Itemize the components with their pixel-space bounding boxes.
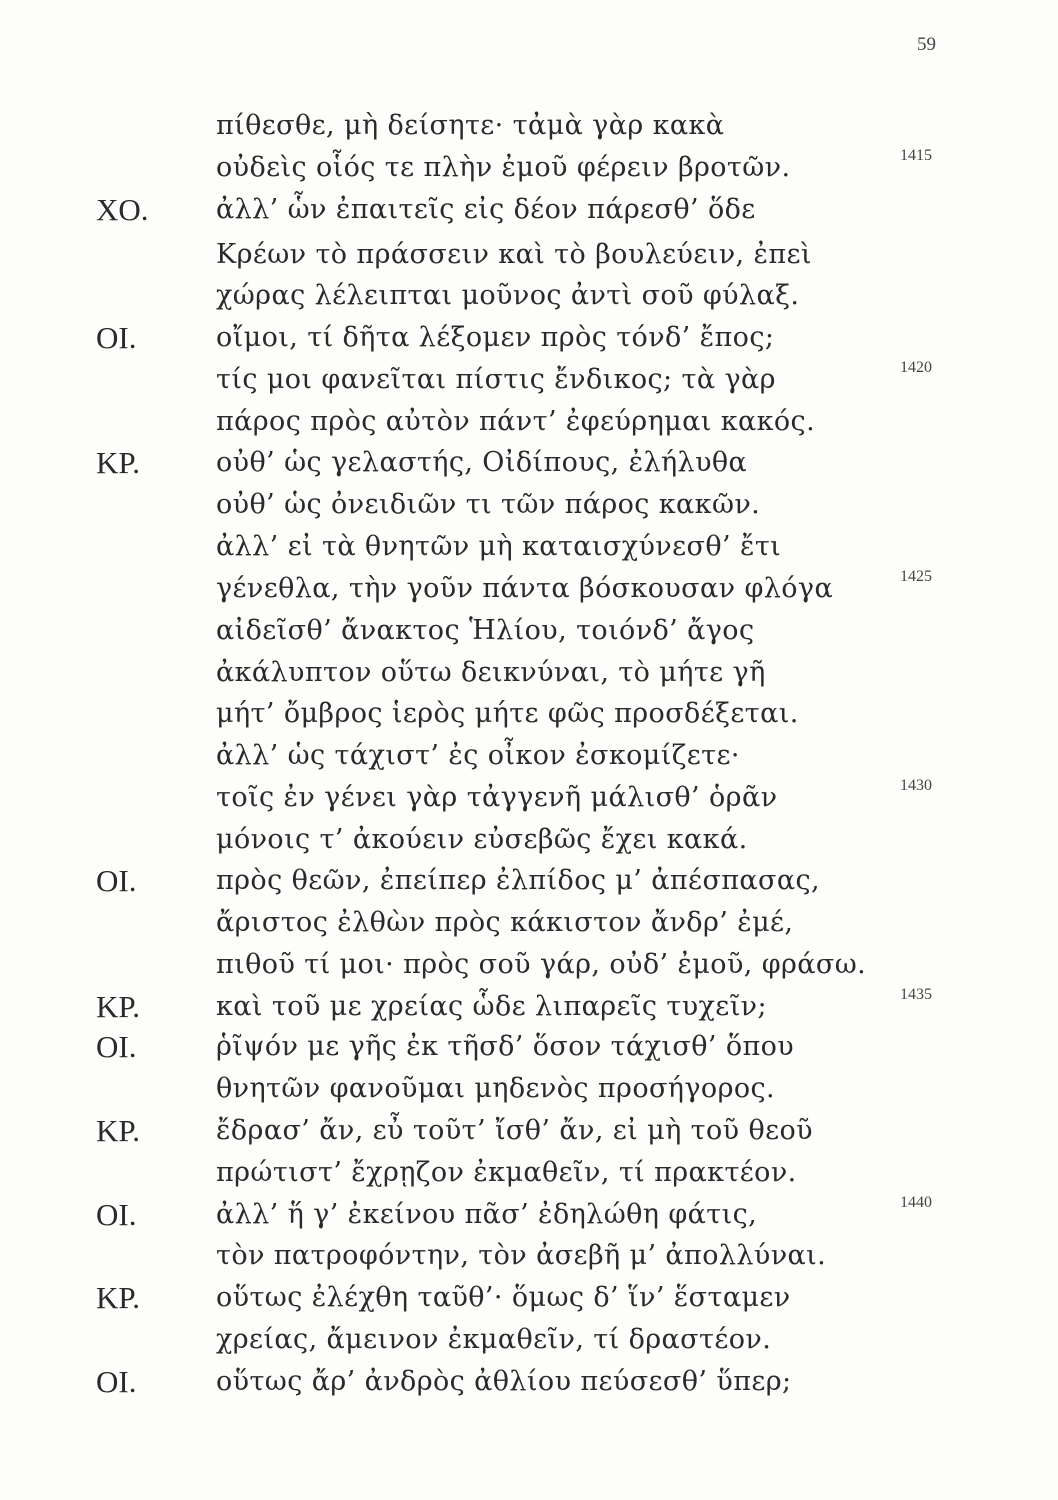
speaker-label: ΚΡ. [96, 989, 140, 1024]
speaker-label: ΟΙ. [96, 1197, 137, 1232]
line-number: 1425 [900, 568, 932, 585]
verse-line [0, 778, 1058, 818]
verse-text: οὕτως ἐλέχθη ταῦθ’· ὅμως δ’ ἵν’ ἕσταμεν [216, 1282, 791, 1313]
speaker-label: ΟΙ. [96, 1364, 137, 1399]
verse-text: τοῖς ἐν γένει γὰρ τἀγγενῆ μάλισθ’ ὁρᾶν [216, 782, 778, 813]
verse-line [0, 1362, 1058, 1402]
verse-text: τίς μοι φανεῖται πίστις ἔνδικος; τὰ γὰρ [216, 364, 776, 395]
speaker-label: ΟΙ. [96, 320, 137, 355]
speaker-label: ΚΡ. [96, 1280, 140, 1315]
verse-text: ἀκάλυπτον οὕτω δεικνύναι, τὸ μήτε γῆ [216, 657, 766, 688]
line-number: 1415 [900, 147, 932, 164]
verse-text: οὐδεὶς οἷός τε πλὴν ἐμοῦ φέρειν βροτῶν. [216, 152, 791, 183]
verse-line [0, 611, 1058, 651]
verse-text: ἀλλ’ ὧν ἐπαιτεῖς εἰς δέον πάρεσθ’ ὅδε [216, 194, 756, 225]
verse-line [0, 485, 1058, 525]
verse-text: καὶ τοῦ με χρείας ὧδε λιπαρεῖς τυχεῖν; [216, 991, 767, 1022]
line-number: 1430 [900, 777, 932, 794]
verse-text: μόνοις τ’ ἀκούειν εὐσεβῶς ἔχει κακά. [216, 824, 748, 855]
verse-text: μήτ’ ὄμβρος ἱερὸς μήτε φῶς προσδέξεται. [216, 698, 799, 729]
verse-text: πρὸς θεῶν, ἐπείπερ ἐλπίδος μ’ ἀπέσπασας, [216, 865, 821, 896]
verse-text: γένεθλα, τὴν γοῦν πάντα βόσκουσαν φλόγα [216, 573, 834, 604]
verse-line [0, 1069, 1058, 1109]
verse-text: αἰδεῖσθ’ ἄνακτος Ἡλίου, τοιόνδ’ ἄγος [216, 615, 755, 646]
verse-line [0, 1111, 1058, 1151]
verse-text: θνητῶν φανοῦμαι μηδενὸς προσήγορος. [216, 1073, 776, 1104]
page-number: 59 [917, 34, 936, 55]
speaker-label: ΟΙ. [96, 1029, 137, 1064]
verse-text: ἀλλ’ ὡς τάχιστ’ ἐς οἶκον ἐσκομίζετε· [216, 740, 740, 771]
verse-text: ῥῖψόν με γῆς ἐκ τῆσδ’ ὅσον τάχισθ’ ὅπου [216, 1031, 795, 1062]
verse-text: πρώτιστ’ ἔχρῃζον ἐκμαθεῖν, τί πρακτέον. [216, 1157, 797, 1188]
verse-line [0, 861, 1058, 901]
verse-text: οὐθ’ ὡς ὀνειδιῶν τι τῶν πάρος κακῶν. [216, 489, 761, 520]
verse-line [0, 360, 1058, 400]
verse-text: ἀλλ’ εἰ τὰ θνητῶν μὴ καταισχύνεσθ’ ἔτι [216, 531, 782, 562]
speaker-label: ΚΡ. [96, 1113, 140, 1148]
speaker-label: ΧΟ. [96, 192, 149, 227]
verse-line [0, 443, 1058, 483]
verse-text: οἴμοι, τί δῆτα λέξομεν πρὸς τόνδ’ ἔπος; [216, 322, 775, 353]
verse-line [0, 820, 1058, 860]
verse-text: χρείας, ἄμεινον ἐκμαθεῖν, τί δραστέον. [216, 1324, 772, 1355]
speaker-label: ΟΙ. [96, 863, 137, 898]
line-number: 1435 [900, 986, 932, 1003]
line-number: 1420 [900, 359, 932, 376]
verse-line [0, 1278, 1058, 1318]
verse-line [0, 1195, 1058, 1235]
verse-line [0, 1027, 1058, 1067]
verse-line [0, 276, 1058, 316]
verse-text: τὸν πατροφόντην, τὸν ἀσεβῆ μ’ ἀπολλύναι. [216, 1240, 827, 1271]
verse-line [0, 190, 1058, 230]
verse-line [0, 694, 1058, 734]
verse-line [0, 235, 1058, 275]
verse-text: πιθοῦ τί μοι· πρὸς σοῦ γάρ, οὐδ’ ἐμοῦ, φράσω. [216, 949, 867, 980]
verse-line [0, 148, 1058, 188]
verse-text: Κρέων τὸ πράσσειν καὶ τὸ βουλεύειν, ἐπεὶ [216, 239, 812, 270]
verse-line [0, 653, 1058, 693]
verse-text: χώρας λέλειπται μοῦνος ἀντὶ σοῦ φύλαξ. [216, 280, 800, 311]
line-number: 1440 [900, 1194, 932, 1211]
verse-text: πάρος πρὸς αὐτὸν πάντ’ ἐφεύρημαι κακός. [216, 406, 816, 437]
verse-line [0, 1236, 1058, 1276]
verse-line [0, 569, 1058, 609]
verse-text: πίθεσθε, μὴ δείσητε· τἀμὰ γὰρ κακὰ [216, 110, 725, 141]
verse-line [0, 1320, 1058, 1360]
speaker-label: ΚΡ. [96, 445, 140, 480]
verse-text: ἄριστος ἐλθὼν πρὸς κάκιστον ἄνδρ’ ἐμέ, [216, 907, 794, 938]
verse-line [0, 987, 1058, 1027]
verse-text: οὕτως ἄρ’ ἀνδρὸς ἀθλίου πεύσεσθ’ ὕπερ; [216, 1366, 792, 1397]
verse-line [0, 402, 1058, 442]
verse-text: ἔδρασ’ ἄν, εὖ τοῦτ’ ἴσθ’ ἄν, εἰ μὴ τοῦ θεοῦ [216, 1115, 813, 1146]
verse-text: οὐθ’ ὡς γελαστής, Οἰδίπους, ἐλήλυθα [216, 447, 748, 478]
verse-text: ἀλλ’ ἥ γ’ ἐκείνου πᾶσ’ ἐδηλώθη φάτις, [216, 1199, 758, 1230]
verse-line [0, 903, 1058, 943]
